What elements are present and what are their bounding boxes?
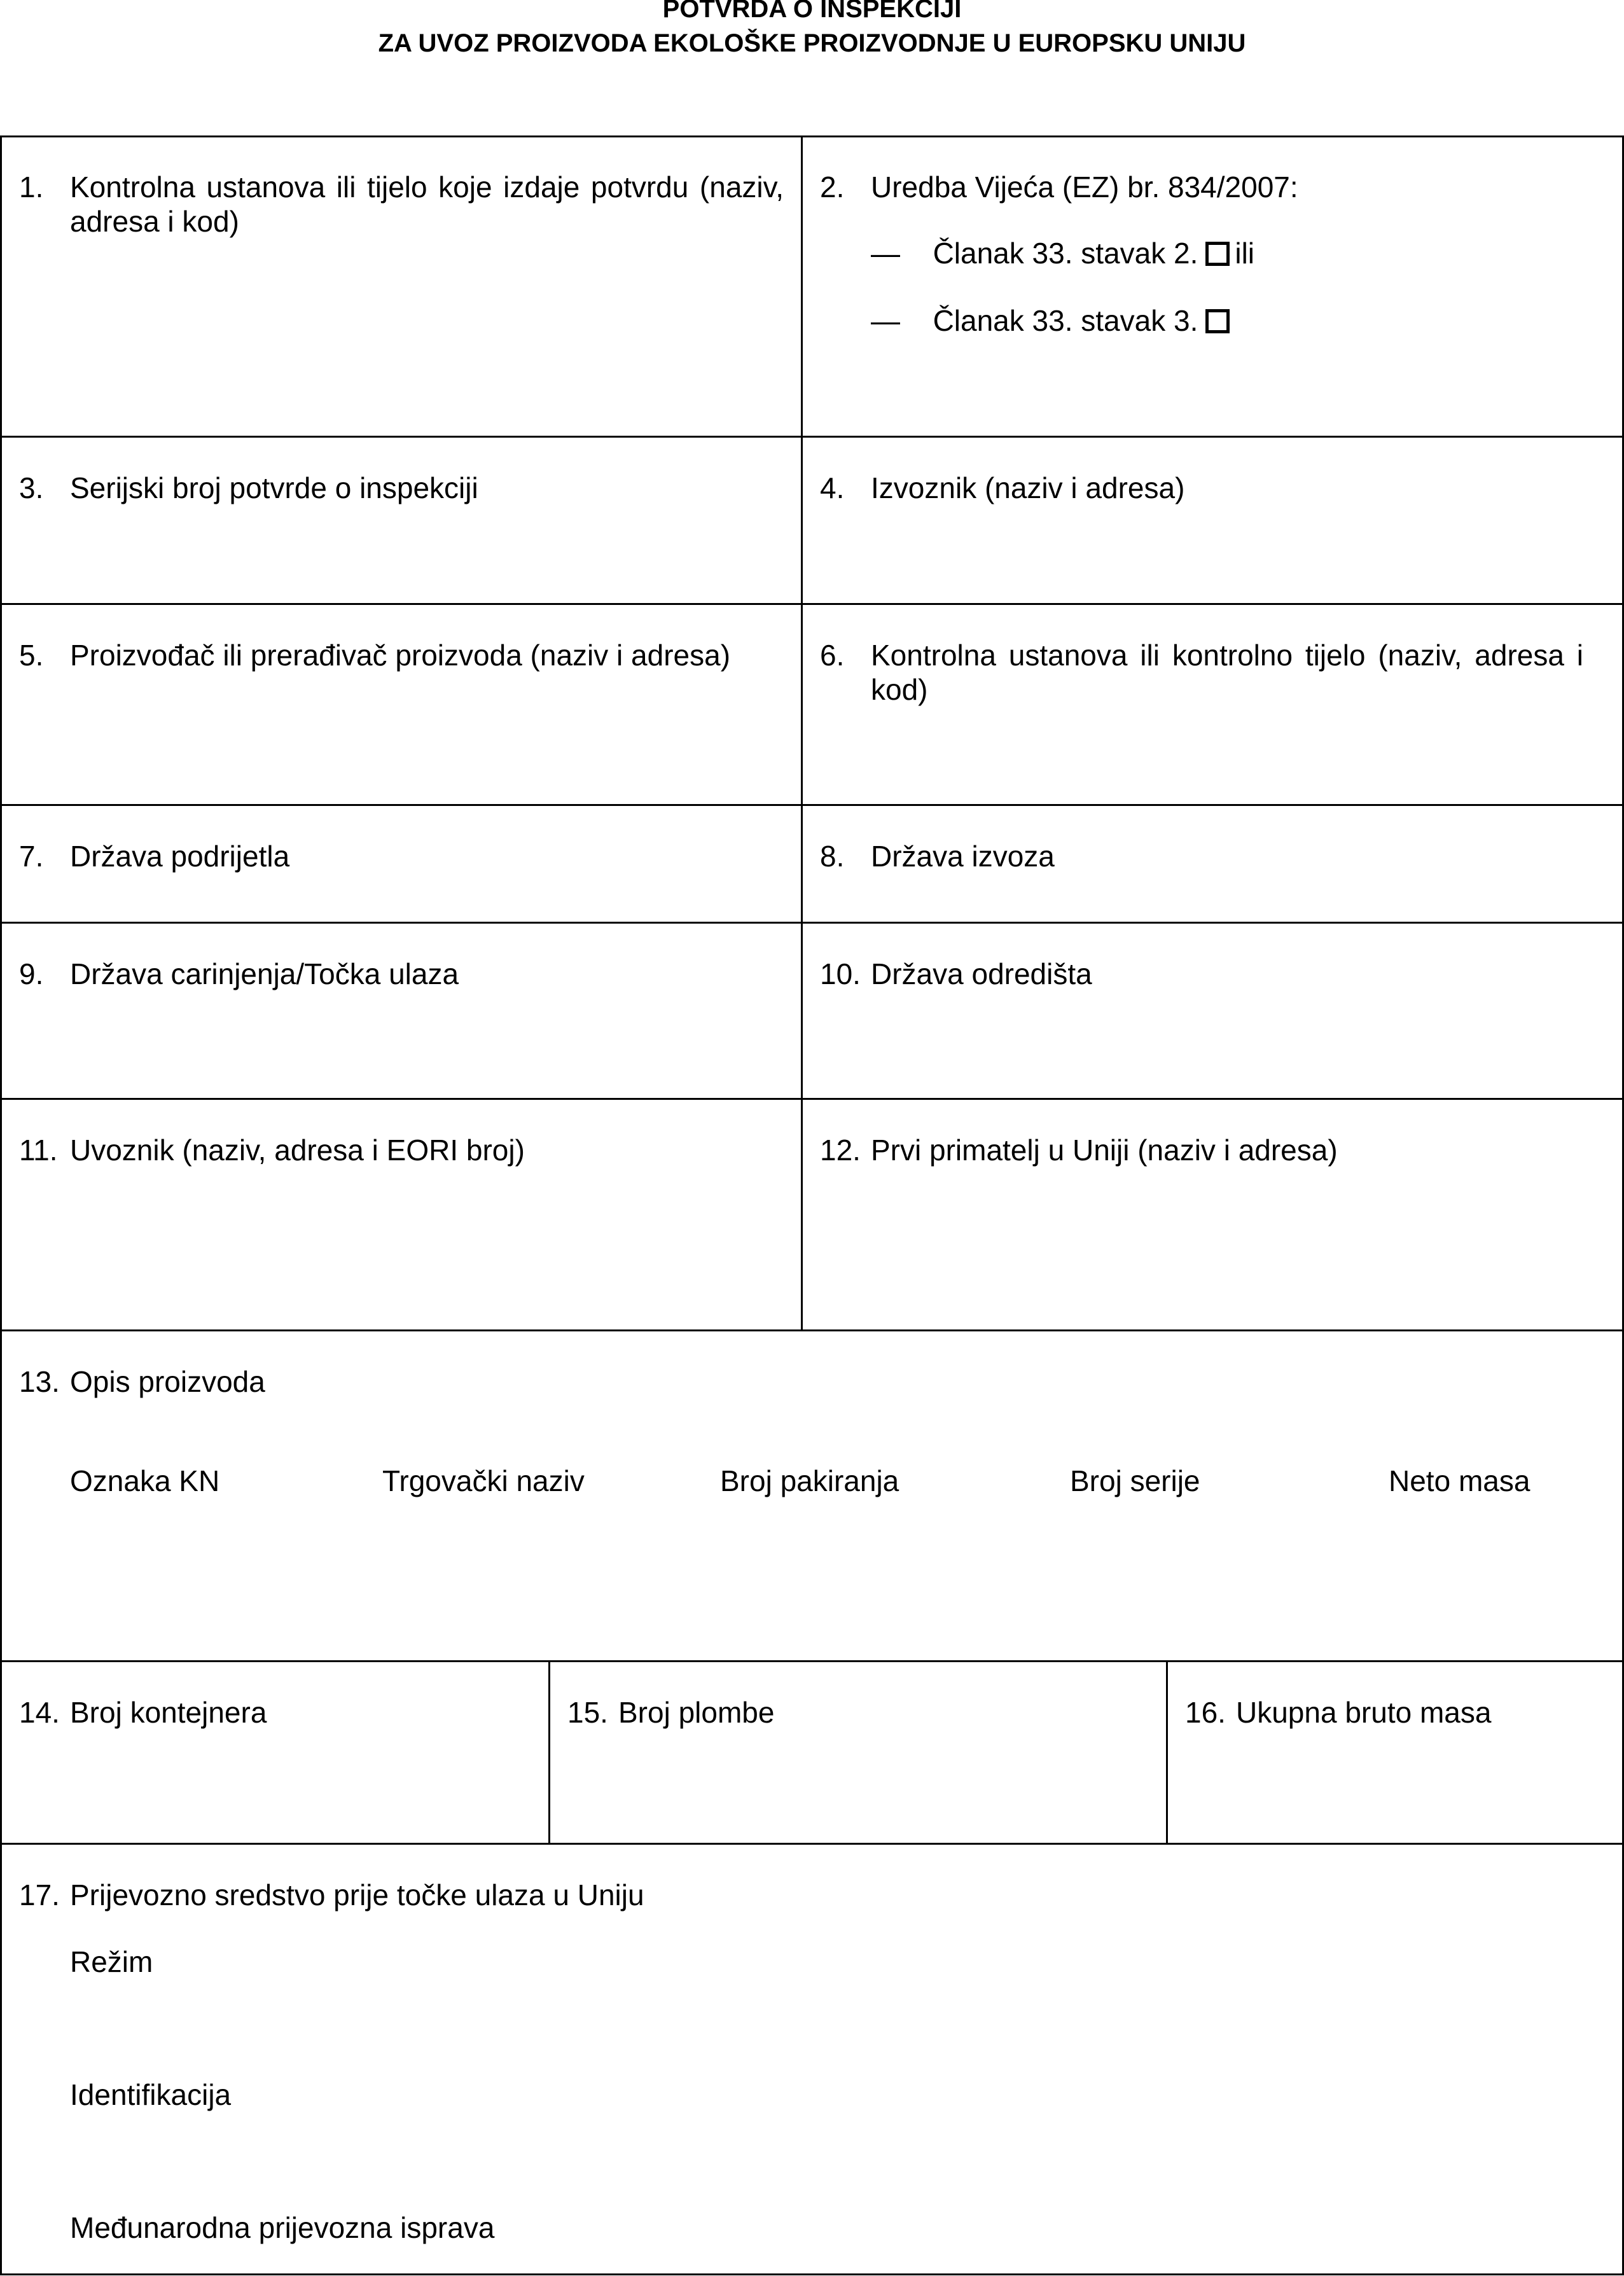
- box9-number: 9.: [19, 957, 44, 990]
- box5-number: 5.: [19, 639, 44, 672]
- box4-number: 4.: [820, 471, 845, 504]
- column-divider: [1166, 1660, 1168, 1845]
- box5-label: Proizvođač ili prerađivač proizvoda (naziv i adresa): [70, 639, 731, 672]
- box15-number: 15.: [567, 1696, 608, 1729]
- box6-number: 6.: [820, 639, 845, 672]
- option-label: Članak 33. stavak 3.: [933, 304, 1198, 337]
- border-top: [0, 135, 1624, 137]
- column-header-lot-number: Broj serije: [1070, 1464, 1200, 1497]
- box17-field-mode: Režim: [70, 1945, 153, 1978]
- row-divider: [0, 804, 1624, 806]
- box3-label: Serijski broj potvrde o inspekciji: [70, 471, 478, 504]
- row-divider: [0, 436, 1624, 438]
- option-dash: —: [871, 237, 900, 270]
- box17-field-transport-document: Međunarodna prijevozna isprava: [70, 2211, 495, 2244]
- box16-number: 16.: [1185, 1696, 1226, 1729]
- row-divider: [0, 1329, 1624, 1331]
- row-divider: [0, 603, 1624, 605]
- box11-number: 11.: [19, 1134, 58, 1167]
- box14-number: 14.: [19, 1696, 60, 1729]
- inspection-certificate-form: [0, 135, 1624, 2275]
- box12-label: Prvi primatelj u Uniji (naziv i adresa): [871, 1134, 1338, 1167]
- box2-number: 2.: [820, 170, 845, 204]
- box16-label: Ukupna bruto masa: [1236, 1696, 1492, 1729]
- box13-number: 13.: [19, 1365, 60, 1398]
- box11-label: Uvoznik (naziv, adresa i EORI broj): [70, 1134, 525, 1167]
- box1-label: Kontrolna ustanova ili tijelo koje izdaje potvrdu (naziv, adresa i kod): [70, 170, 784, 238]
- row-divider: [0, 1660, 1624, 1662]
- border-bottom: [0, 2273, 1624, 2275]
- box8-number: 8.: [820, 840, 845, 873]
- column-header-trade-name: Trgovački naziv: [382, 1464, 585, 1497]
- box17-number: 17.: [19, 1878, 60, 1912]
- box4-label: Izvoznik (naziv i adresa): [871, 471, 1185, 504]
- box1-number: 1.: [19, 170, 44, 204]
- option-suffix: ili: [1235, 237, 1255, 270]
- box2-label: Uredba Vijeća (EZ) br. 834/2007:: [871, 170, 1298, 204]
- border-left: [0, 135, 2, 2275]
- column-header-net-weight: Neto masa: [1389, 1464, 1530, 1497]
- box2-option-article33-3: [871, 303, 1235, 338]
- box8-label: Država izvoza: [871, 840, 1055, 873]
- box15-label: Broj plombe: [618, 1696, 775, 1729]
- box17-field-identification: Identifikacija: [70, 2078, 232, 2111]
- box6-label: Kontrolna ustanova ili kontrolno tijelo (naziv, adresa i kod): [871, 639, 1583, 706]
- option-label: Članak 33. stavak 2.: [933, 237, 1198, 270]
- box7-label: Država podrijetla: [70, 840, 290, 873]
- form-title-line1: POTVRDA O INSPEKCIJI: [662, 0, 962, 23]
- box9-label: Država carinjenja/Točka ulaza: [70, 957, 459, 990]
- box10-label: Država odredišta: [871, 957, 1092, 990]
- box10-number: 10.: [820, 957, 861, 990]
- article33-3-checkbox[interactable]: [1205, 309, 1230, 333]
- box13-label: Opis proizvoda: [70, 1365, 265, 1398]
- column-header-package-count: Broj pakiranja: [720, 1464, 899, 1497]
- column-divider: [801, 135, 803, 1331]
- box14-label: Broj kontejnera: [70, 1696, 267, 1729]
- column-divider: [548, 1660, 550, 1845]
- box17-label: Prijevozno sredstvo prije točke ulaza u Uniju: [70, 1878, 644, 1912]
- row-divider: [0, 1098, 1624, 1100]
- option-dash: —: [871, 304, 900, 337]
- box7-number: 7.: [19, 840, 44, 873]
- row-divider: [0, 1843, 1624, 1845]
- box3-number: 3.: [19, 471, 44, 504]
- box12-number: 12.: [820, 1134, 861, 1167]
- column-header-cn-code: Oznaka KN: [70, 1464, 220, 1497]
- box2-option-article33-2: [871, 236, 1254, 270]
- form-title-line2: ZA UVOZ PROIZVODA EKOLOŠKE PROIZVODNJE U EUROPSKU UNIJU: [378, 29, 1246, 57]
- article33-2-checkbox[interactable]: [1205, 242, 1230, 266]
- row-divider: [0, 922, 1624, 924]
